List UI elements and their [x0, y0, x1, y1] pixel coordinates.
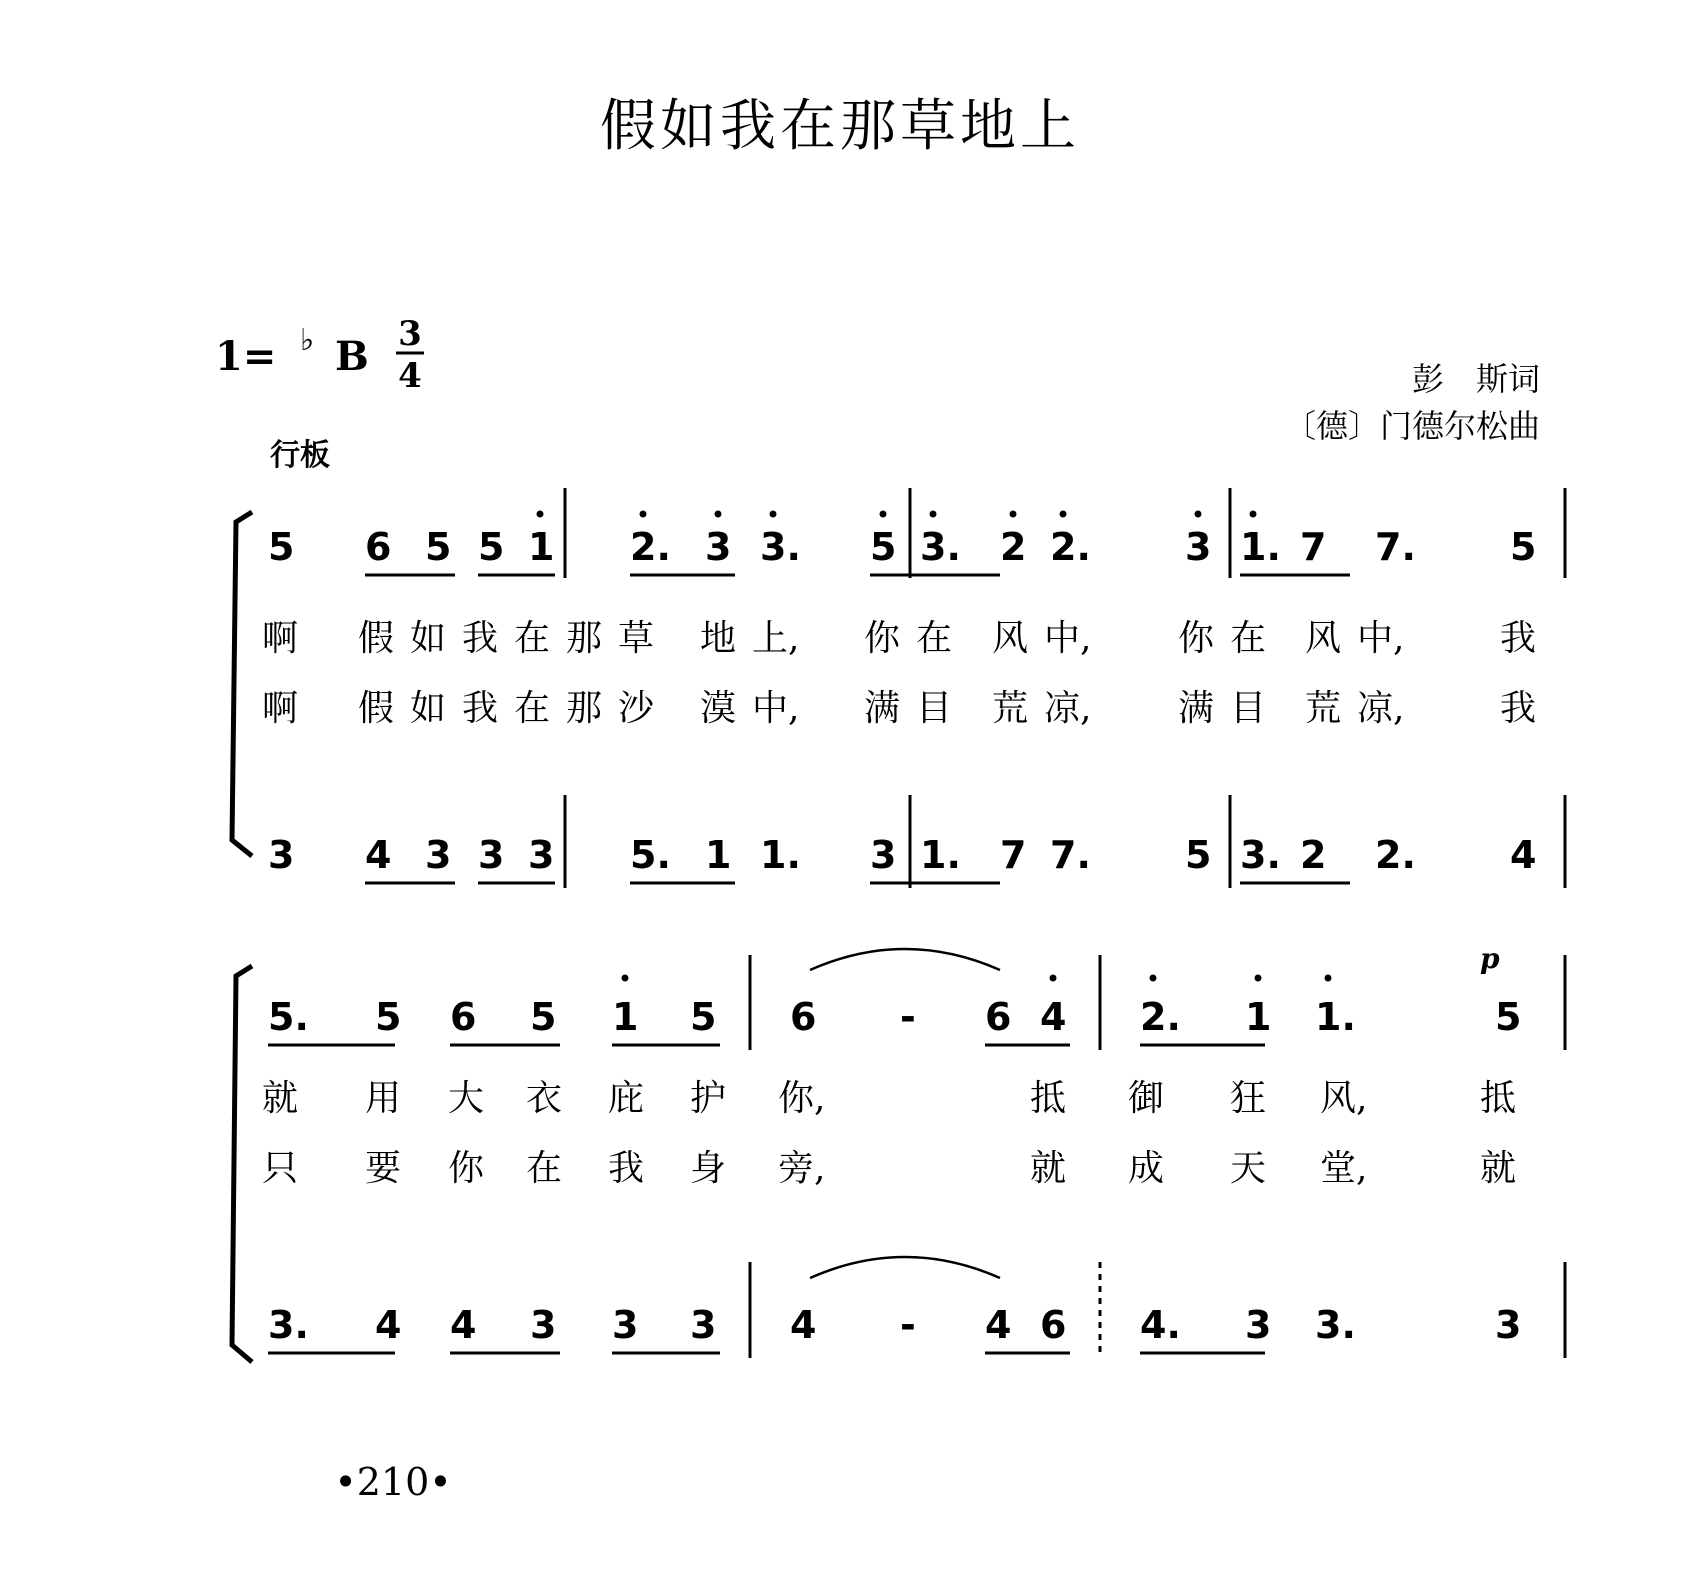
lyric-char: 在	[526, 1148, 563, 1189]
lyric-char: 御	[1128, 1078, 1165, 1119]
octave-dot	[1050, 975, 1057, 982]
lyric-char: 草	[618, 618, 655, 659]
lower-note: 2	[1300, 833, 1327, 877]
lyric-char: 你	[448, 1148, 485, 1189]
octave-dot	[880, 511, 887, 518]
upper-note: 1	[1245, 995, 1272, 1039]
octave-dot	[640, 511, 647, 518]
lyric-char: 用	[365, 1078, 402, 1119]
lyricist: 彭 斯词	[1411, 360, 1540, 398]
octave-dot	[715, 511, 722, 518]
system2-verse2	[262, 1148, 1516, 1189]
lower-note: 4	[375, 1303, 402, 1347]
lyric-char: 在	[1230, 618, 1267, 659]
lyric-char: 风,	[1320, 1078, 1368, 1119]
lyric-char: 你,	[778, 1078, 826, 1119]
tie-lower-system2	[810, 1257, 1000, 1278]
upper-note: 5	[268, 525, 295, 569]
lower-note: 6	[1040, 1303, 1067, 1347]
lyric-char: 你	[864, 618, 901, 659]
upper-note: 3	[705, 525, 732, 569]
lyric-char: 大	[448, 1078, 485, 1119]
octave-dot	[1010, 511, 1017, 518]
octave-dot	[930, 511, 937, 518]
lyric-char: 中,	[752, 688, 800, 729]
upper-note: 5	[425, 525, 452, 569]
upper-note: 5	[690, 995, 717, 1039]
lower-note: 3.	[1315, 1303, 1356, 1347]
lower-note: 7	[1000, 833, 1027, 877]
lower-note: 1.	[760, 833, 801, 877]
upper-note: 1.	[1315, 995, 1356, 1039]
lyric-char: 衣	[526, 1078, 563, 1119]
system1-lower-notes	[268, 833, 1536, 877]
lower-note: 3	[1245, 1303, 1272, 1347]
lyric-char: 旁,	[778, 1148, 826, 1189]
lower-note: 1	[705, 833, 732, 877]
lyric-char: 我	[462, 688, 499, 729]
lower-note: 3	[690, 1303, 717, 1347]
upper-note: 2.	[1140, 995, 1181, 1039]
system2-upper-notes	[268, 995, 1521, 1039]
upper-note: 6	[450, 995, 477, 1039]
lyric-char: 上,	[752, 618, 800, 659]
upper-note: 5	[1495, 995, 1522, 1039]
lyric-char: 护	[690, 1078, 727, 1119]
upper-note: 2	[1000, 525, 1027, 569]
upper-note: 5	[530, 995, 557, 1039]
upper-note: 6	[365, 525, 392, 569]
lyric-char: 我	[462, 618, 499, 659]
lyric-char: 沙	[618, 688, 655, 729]
upper-note: 1.	[1240, 525, 1281, 569]
lyric-char: 我	[1500, 618, 1537, 659]
lower-note: 5.	[630, 833, 671, 877]
upper-note: -	[900, 995, 916, 1039]
system1-verse2	[262, 688, 1536, 732]
key-flat: ♭	[300, 323, 315, 358]
lyric-char: 狂	[1230, 1078, 1267, 1119]
lower-note: -	[900, 1303, 916, 1347]
time-sig-bottom: 4	[398, 356, 422, 396]
lyric-char: 在	[514, 688, 551, 729]
time-sig-top: 3	[398, 314, 422, 354]
lyric-char: 要	[365, 1148, 402, 1189]
lower-note: 3	[478, 833, 505, 877]
composer: 〔德〕门德尔松曲	[1283, 407, 1540, 445]
octave-dot	[1250, 511, 1257, 518]
lower-note: 3	[425, 833, 452, 877]
lyric-char: 荒	[992, 688, 1029, 729]
lyric-char: 庇	[608, 1078, 645, 1119]
lower-note: 4	[790, 1303, 817, 1347]
upper-note: 5	[870, 525, 897, 569]
key-prefix: 1=	[215, 333, 277, 380]
lower-note: 3	[268, 833, 295, 877]
octave-dot	[1325, 975, 1332, 982]
upper-note: 7	[1300, 525, 1327, 569]
lyric-char: 地	[700, 618, 737, 659]
lyric-char: 啊	[262, 688, 299, 729]
octave-dot	[1195, 511, 1202, 518]
lyric-char: 如	[410, 688, 447, 729]
upper-note: 7.	[1375, 525, 1416, 569]
lower-note: 4	[985, 1303, 1012, 1347]
lower-note: 3.	[1240, 833, 1281, 877]
lyric-char: 假	[358, 688, 395, 729]
upper-note: 3.	[920, 525, 961, 569]
lyric-char: 凉,	[1044, 688, 1092, 729]
upper-note: 3	[1185, 525, 1212, 569]
lyric-char: 风	[1305, 618, 1342, 659]
octave-dot	[622, 975, 629, 982]
lyric-char: 我	[608, 1148, 645, 1189]
lower-note: 3.	[268, 1303, 309, 1347]
octave-dot	[537, 511, 544, 518]
lyric-char: 凉,	[1357, 688, 1405, 729]
upper-note: 5	[375, 995, 402, 1039]
lyric-char: 满	[1178, 688, 1215, 729]
lower-note: 4	[365, 833, 392, 877]
lyric-char: 目	[916, 688, 953, 729]
lower-note: 5	[1185, 833, 1212, 877]
lower-note: 3	[1495, 1303, 1522, 1347]
lyric-char: 荒	[1305, 688, 1342, 729]
system1-upper-notes	[268, 525, 1536, 569]
lower-note: 4	[450, 1303, 477, 1347]
octave-dot	[1255, 975, 1262, 982]
lyric-char: 只	[262, 1148, 299, 1189]
upper-note: 3.	[760, 525, 801, 569]
lyric-char: 漠	[700, 688, 737, 729]
upper-note: 6	[790, 995, 817, 1039]
lyric-char: 我	[1500, 688, 1537, 729]
lower-note: 3	[530, 1303, 557, 1347]
upper-note: 4	[1040, 995, 1067, 1039]
lyric-char: 中,	[1044, 618, 1092, 659]
lower-note: 7.	[1050, 833, 1091, 877]
page-number: •210•	[334, 1460, 452, 1504]
lyric-char: 满	[864, 688, 901, 729]
system2-verse1	[262, 1078, 1516, 1119]
lower-note: 3	[528, 833, 555, 877]
system1-verse1	[262, 618, 1536, 662]
lyric-char: 抵	[1030, 1078, 1067, 1119]
upper-note: 5.	[268, 995, 309, 1039]
upper-note: 6	[985, 995, 1012, 1039]
lyric-char: 就	[1030, 1148, 1067, 1189]
lyric-char: 堂,	[1320, 1148, 1368, 1189]
dynamic-marking: p	[1480, 942, 1500, 975]
upper-note: 2.	[630, 525, 671, 569]
key-tonic: B	[335, 333, 369, 380]
tie-upper-system2	[810, 949, 1000, 970]
upper-note: 2.	[1050, 525, 1091, 569]
lower-note: 4.	[1140, 1303, 1181, 1347]
lyric-char: 目	[1230, 688, 1267, 729]
lyric-char: 那	[566, 618, 603, 659]
song-title: 假如我在那草地上	[600, 94, 1080, 159]
lyric-char: 天	[1230, 1148, 1267, 1189]
system2-brace	[232, 966, 252, 1362]
lyric-char: 身	[690, 1148, 727, 1189]
lyric-char: 就	[262, 1078, 299, 1119]
lyric-char: 中,	[1357, 618, 1405, 659]
lyric-char: 在	[916, 618, 953, 659]
system1-brace	[232, 512, 252, 856]
tempo-marking: 行板	[270, 438, 330, 473]
lyric-char: 就	[1480, 1148, 1517, 1189]
upper-note: 1	[612, 995, 639, 1039]
lyric-char: 成	[1128, 1148, 1165, 1189]
lyric-char: 风	[992, 618, 1029, 659]
upper-note: 5	[1510, 525, 1537, 569]
lyric-char: 啊	[262, 618, 299, 659]
system2-lower-notes	[268, 1303, 1521, 1347]
lyric-char: 如	[410, 618, 447, 659]
lower-note: 4	[1510, 833, 1537, 877]
lower-note: 1.	[920, 833, 961, 877]
lower-note: 3	[870, 833, 897, 877]
lower-note: 3	[612, 1303, 639, 1347]
lyric-char: 在	[514, 618, 551, 659]
octave-dot	[770, 511, 777, 518]
lyric-char: 那	[566, 688, 603, 729]
lyric-char: 你	[1178, 618, 1215, 659]
octave-dot	[1150, 975, 1157, 982]
upper-note: 5	[478, 525, 505, 569]
lyric-char: 假	[358, 618, 395, 659]
upper-note: 1	[528, 525, 555, 569]
lyric-char: 抵	[1480, 1078, 1517, 1119]
octave-dot	[1060, 511, 1067, 518]
lower-note: 2.	[1375, 833, 1416, 877]
